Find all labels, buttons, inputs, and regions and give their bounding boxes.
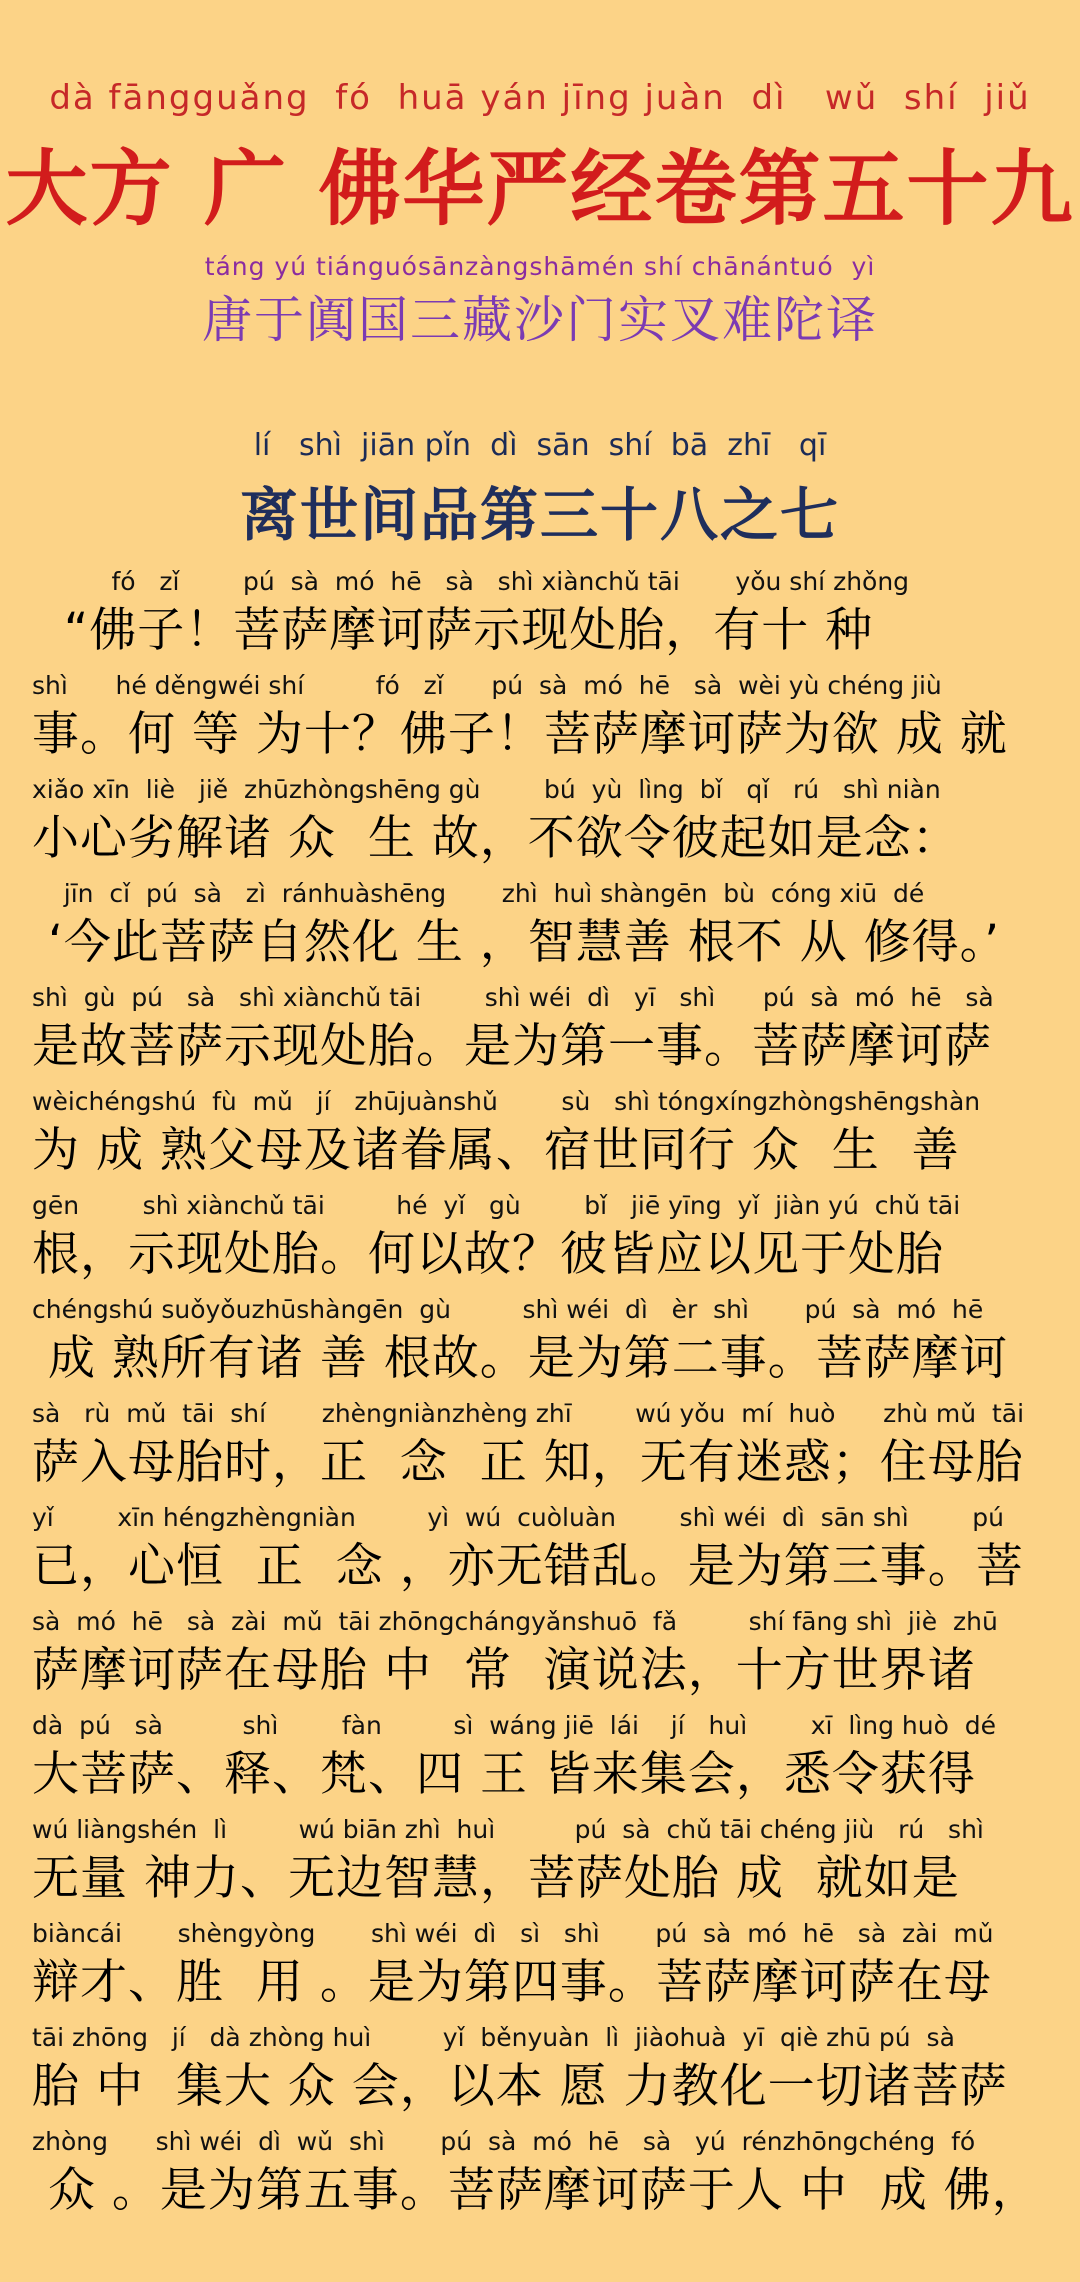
pinyin-row: yǐ xīn héngzhèngniàn yì wú cuòluàn shì wéi dì sān shì pú — [32, 1503, 1004, 1532]
pinyin-row: chéngshú suǒyǒuzhūshàngēn gù shì wéi dì èr shì pú sà mó hē — [32, 1295, 984, 1324]
pinyin-row: sà mó hē sà zài mǔ tāi zhōngchángyǎnshuō fǎ shí fāng shì jiè zhū — [32, 1607, 998, 1636]
verse-line — [32, 772, 1062, 876]
pinyin-row: wú liàngshén lì wú biān zhì huì pú sà chǔ tāi chéng jiù rú shì — [32, 1815, 984, 1844]
pinyin-row: fó zǐ pú sà mó hē sà shì xiànchǔ tāi yǒu shí zhǒng — [32, 567, 910, 596]
hanzi-row: 小心劣解诸 众 生 故，不欲令彼起如是念： — [32, 811, 960, 866]
hanzi-row: 辩才、胜 用 。是为第四事。菩萨摩诃萨在母 — [32, 1955, 992, 2010]
pinyin-row: tāi zhōng jí dà zhòng huì yǐ běnyuàn lì jiàohuà yī qiè zhū pú sà — [32, 2023, 955, 2052]
pinyin-row: xiǎo xīn liè jiě zhūzhòngshēng gù bú yù lìng bǐ qǐ rú shì niàn — [32, 775, 941, 804]
hanzi-row: 大菩萨、释、梵、四 王 皆来集会，悉令获得 — [32, 1747, 976, 1802]
title-pinyin: dà fāngguǎng fó huā yán jīng juàn dì wǔ shí jiǔ — [49, 78, 1031, 118]
hanzi-row: “佛子！菩萨摩诃萨示现处胎，有十 种 — [32, 603, 874, 658]
verse-line — [32, 564, 1062, 668]
verse-line — [32, 1188, 1062, 1292]
translator-credit: 唐于阗国三藏沙门实叉难陀译 — [202, 291, 878, 349]
verse-line — [32, 1084, 1062, 1188]
chapter-pinyin: lí shì jiān pǐn dì sān shí bā zhī qī — [253, 428, 827, 463]
pinyin-row: shì gù pú sà shì xiànchǔ tāi shì wéi dì yī shì pú sà mó hē sà — [32, 983, 994, 1012]
hanzi-row: 事。何 等 为十？佛子！菩萨摩诃萨为欲 成 就 — [32, 707, 1008, 762]
verse-line — [32, 980, 1062, 1084]
verse-line — [32, 1604, 1062, 1708]
hanzi-row: 为 成 熟父母及诸眷属、宿世同行 众 生 善 — [32, 1123, 960, 1178]
hanzi-row: 成 熟所有诸 善 根故。是为第二事。菩萨摩诃 — [32, 1331, 1008, 1386]
pinyin-row: zhòng shì wéi dì wǔ shì pú sà mó hē sà yú rénzhōngchéng fó — [32, 2127, 976, 2156]
pinyin-row: jīn cǐ pú sà zì ránhuàshēng zhì huì shàngēn bù cóng xiū dé — [32, 879, 925, 908]
verse-line — [32, 1500, 1062, 1604]
verse-body — [32, 564, 1062, 2228]
hanzi-row: 已，心恒 正 念 ，亦无错乱。是为第三事。菩 — [32, 1539, 1024, 1594]
hanzi-row: 萨入母胎时，正 念 正 知，无有迷惑；住母胎 — [32, 1435, 1024, 1490]
pinyin-row: wèichéngshú fù mǔ jí zhūjuànshǔ sù shì tóngxíngzhòngshēngshàn — [32, 1087, 981, 1116]
pinyin-row: dà pú sà shì fàn sì wáng jiē lái jí huì xī lìng huò dé — [32, 1711, 997, 1740]
pinyin-row: sà rù mǔ tāi shí zhèngniànzhèng zhī wú yǒu mí huò zhù mǔ tāi — [32, 1399, 1025, 1428]
hanzi-row: 众 。是为第五事。菩萨摩诃萨于人 中 成 佛， — [32, 2163, 1040, 2218]
verse-line — [32, 2020, 1062, 2124]
hanzi-row: 无量 神力、无边智慧，菩萨处胎 成 就如是 — [32, 1851, 960, 1906]
verse-line — [32, 1812, 1062, 1916]
hanzi-row: 胎 中 集大 众 会，以本 愿 力教化一切诸菩萨 — [32, 2059, 1008, 2114]
verse-line — [32, 1396, 1062, 1500]
hanzi-row: 萨摩诃萨在母胎 中 常 演说法，十方世界诸 — [32, 1643, 976, 1698]
verse-line — [32, 668, 1062, 772]
hanzi-row: ‘今此菩萨自然化 生 ，智慧善 根不 从 修得。’ — [32, 915, 1001, 970]
pinyin-row: shì hé děngwéi shí fó zǐ pú sà mó hē sà wèi yù chéng jiù — [32, 671, 942, 700]
hanzi-row: 根，示现处胎。何以故？彼皆应以见于处胎 — [32, 1227, 944, 1282]
verse-line — [32, 1708, 1062, 1812]
pinyin-row: gēn shì xiànchǔ tāi hé yǐ gù bǐ jiē yīng yǐ jiàn yú chǔ tāi — [32, 1191, 961, 1220]
hanzi-row: 是故菩萨示现处胎。是为第一事。菩萨摩诃萨 — [32, 1019, 992, 1074]
verse-line — [32, 876, 1062, 980]
translator-pinyin: táng yú tiánguósānzàngshāmén shí chānántuó yì — [204, 252, 876, 281]
chapter-heading: 离世间品第三十八之七 — [239, 481, 840, 549]
pinyin-row: biàncái shèngyòng shì wéi dì sì shì pú sà mó hē sà zài mǔ — [32, 1919, 994, 1948]
verse-line — [32, 2124, 1062, 2228]
scroll-title: 大方 广 佛华严经卷第五十九 — [5, 142, 1075, 237]
verse-line — [32, 1916, 1062, 2020]
verse-line — [32, 1292, 1062, 1396]
